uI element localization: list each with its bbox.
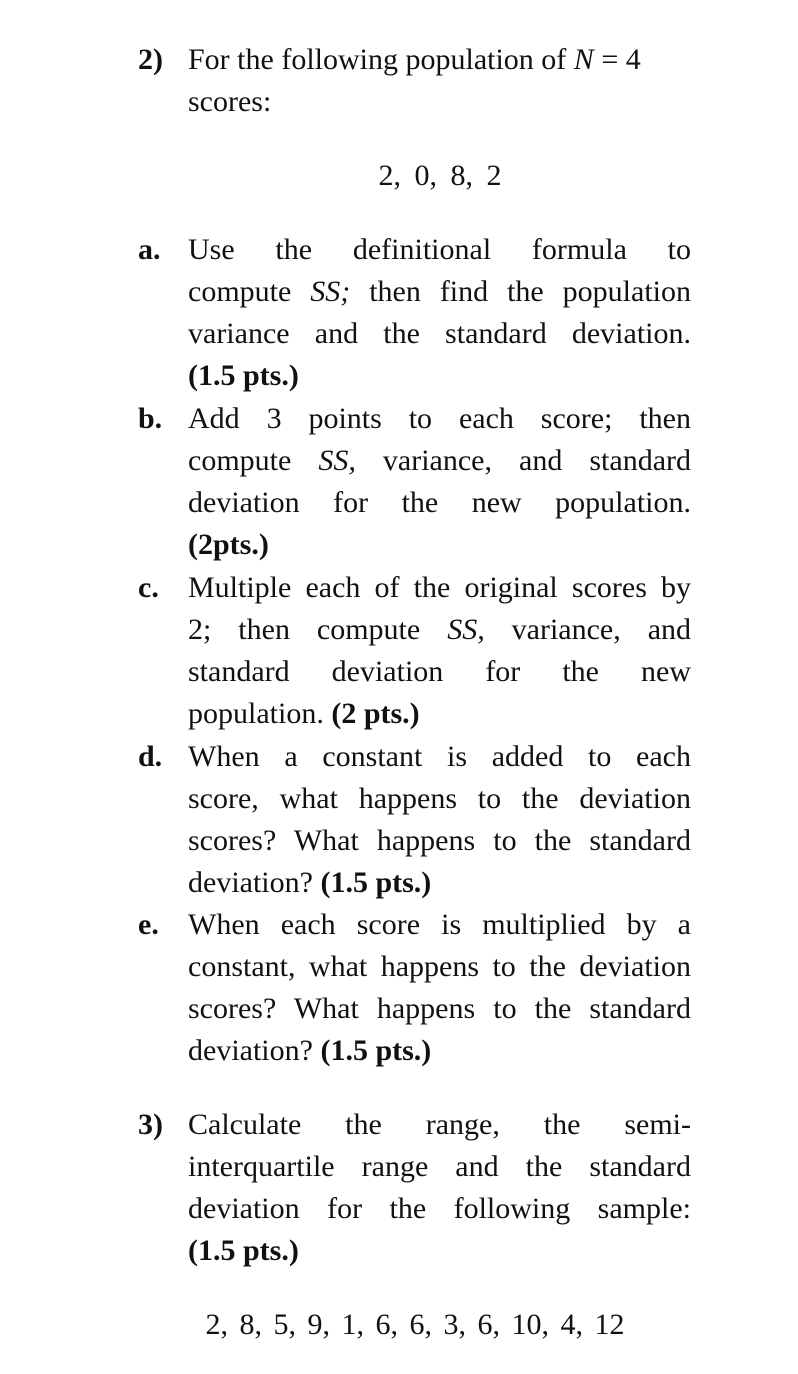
item-a-SS-variable: SS; [310, 275, 351, 308]
item-a-label: a. [138, 233, 161, 266]
item-e-points: (1.5 pts.) [320, 1034, 432, 1067]
item-b-label: b. [138, 402, 163, 435]
item-e-line-3: scores? What happens to the standard [188, 992, 691, 1025]
item-b-SS-variable: SS, [318, 444, 356, 477]
item-c-text [188, 567, 691, 735]
item-c-line-2-pre: 2; then compute [188, 613, 421, 646]
item-c-line-3: standard deviation for the new [188, 655, 691, 688]
item-c-label: c. [138, 571, 159, 604]
item-e-line-4 [188, 1030, 691, 1072]
item-b-points: (2pts.) [188, 528, 269, 561]
item-e-line-2: constant, what happens to the deviation [188, 950, 691, 983]
item-b-line-2-post: variance, and standard [382, 444, 692, 477]
item-d-text [188, 736, 691, 904]
item-c-SS-variable: SS, [447, 613, 485, 646]
item-d-line-3: scores? What happens to the standard [188, 824, 691, 857]
question-2-line-2: scores: [188, 85, 272, 118]
item-a-line-2 [188, 271, 691, 313]
question-3-points: (1.5 pts.) [188, 1234, 299, 1267]
question-3-line-2: interquartile range and the standard [188, 1150, 691, 1183]
item-e-line-1: When each score is multiplied by a [188, 908, 691, 941]
item-b-line-1: Add 3 points to each score; then [188, 402, 691, 435]
item-a-line-2-post: then find the population [369, 275, 692, 308]
item-a-line-3: variance and the standard deviation. [188, 317, 691, 350]
item-d-line-4-text: deviation? [188, 866, 313, 899]
item-c-line-1: Multiple each of the original scores by [188, 571, 691, 604]
item-d-line-4 [188, 862, 691, 904]
question-2-line-1 [188, 39, 691, 81]
item-b-line-2 [188, 440, 691, 482]
item-a-line-2-pre: compute [188, 275, 292, 308]
item-c-line-2 [188, 609, 691, 651]
question-3-sample: 2, 8, 5, 9, 1, 6, 6, 3, 6, 10, 4, 12 [205, 1308, 625, 1341]
question-2-line-1-pre: For the following population of [188, 43, 567, 76]
question-3-line-3: deviation for the following sample: [188, 1192, 691, 1225]
item-c-points: (2 pts.) [331, 697, 420, 730]
item-d-line-1: When a constant is added to each [188, 740, 691, 773]
question-2-line-1-post: = 4 [601, 43, 641, 76]
question-2-N-variable: N [573, 43, 594, 76]
item-d-label: d. [138, 740, 163, 773]
item-a-points: (1.5 pts.) [188, 359, 299, 392]
question-2-scores: 2, 0, 8, 2 [378, 159, 502, 192]
question-3-text [188, 1104, 691, 1272]
item-c-line-4-text: population. [188, 697, 324, 730]
item-a-line-1: Use the definitional formula to [188, 233, 691, 266]
question-2-text [188, 39, 691, 123]
item-d-points: (1.5 pts.) [320, 866, 432, 899]
question-3-line-1: Calculate the range, the semi- [188, 1108, 691, 1141]
item-c-line-2-post: variance, and [511, 613, 692, 646]
question-2-number: 2) [138, 43, 163, 76]
item-b-line-3: deviation for the new population. [188, 486, 691, 519]
item-d-line-2: score, what happens to the deviation [188, 782, 691, 815]
item-e-label: e. [138, 908, 159, 941]
item-e-line-4-text: deviation? [188, 1034, 313, 1067]
item-b-line-2-pre: compute [188, 444, 292, 477]
item-b-text [188, 398, 691, 566]
item-c-line-4 [188, 693, 691, 735]
question-3-number: 3) [138, 1108, 163, 1141]
item-e-text [188, 904, 691, 1072]
item-a-text [188, 229, 691, 397]
